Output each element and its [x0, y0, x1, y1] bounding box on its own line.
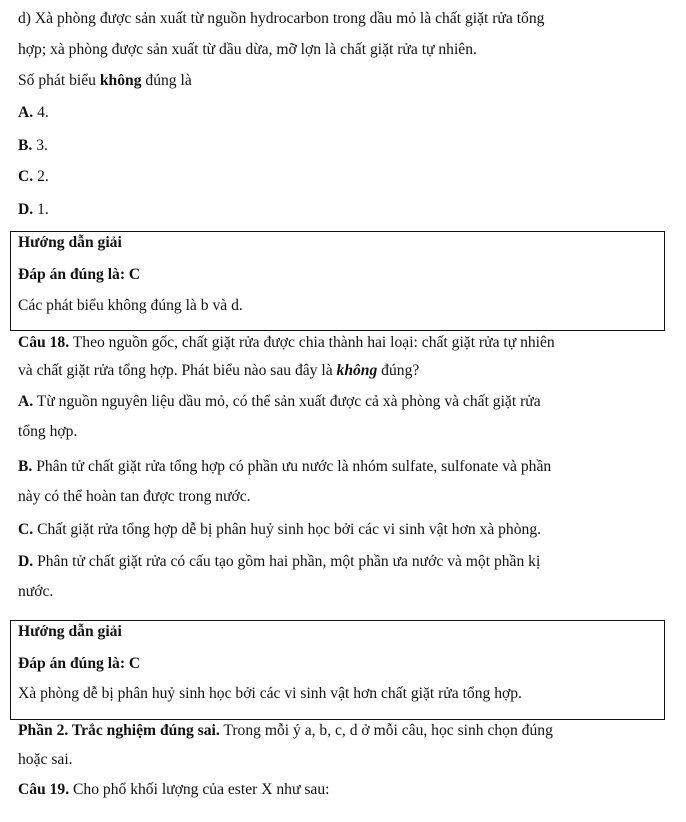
solution-heading: [18, 622, 122, 642]
option-text: Từ nguồn nguyên liệu dầu mỏ, có thể sản xuất được cả xà phòng và chất giặt rửa: [33, 393, 541, 410]
q18-option-a-cont: tổng hợp.: [18, 423, 78, 440]
option-text: 2.: [33, 168, 49, 185]
solution-answer-text: Đáp án đúng là: C: [18, 266, 141, 283]
option-text: 4.: [33, 104, 49, 121]
q19-stem: [18, 780, 329, 800]
solution-answer: [18, 265, 140, 285]
option-text: Phân tử chất giặt rửa có cấu tạo gồm hai phần, một phần ưa nước và một phần kị: [33, 553, 541, 570]
part2-title: Phần 2. Trắc nghiệm đúng sai.: [18, 722, 220, 739]
solution-answer: [18, 654, 140, 674]
option-label: A.: [18, 104, 34, 121]
option-label: C.: [18, 521, 34, 538]
option-text: Phân tử chất giặt rửa tổng hợp có phần ưu nước là nhóm sulfate, sulfonate và phần: [32, 458, 552, 475]
stem-text-end: đúng?: [377, 362, 420, 379]
q17-option-d: [18, 200, 49, 220]
q18-option-b: [18, 457, 551, 477]
q17-option-c: [18, 167, 49, 187]
q18-option-d-cont: nước.: [18, 583, 54, 600]
option-label: D.: [18, 553, 34, 570]
option-label: B.: [18, 137, 33, 154]
option-text: Chất giặt rửa tổng hợp dễ bị phân huỷ sinh học bởi các vi sinh vật hơn xà phòng.: [33, 521, 542, 538]
q17-option-b: [18, 136, 48, 156]
stem-text: và chất giặt rửa tổng hợp. Phát biểu nào sau đây là: [18, 362, 337, 379]
q18-option-c: [18, 520, 541, 540]
q18-option-a: [18, 392, 541, 412]
solution-answer-text: Đáp án đúng là: C: [18, 655, 141, 672]
solution-explanation: Xà phòng dễ bị phân huỷ sinh học bởi các vi sinh vật hơn chất giặt rửa tổng hợp.: [18, 685, 522, 702]
prompt-text-end: đúng là: [141, 72, 192, 89]
option-text: 1.: [33, 201, 49, 218]
part2-instruction: Trong mỗi ý a, b, c, d ở mỗi câu, học sinh chọn đúng: [219, 722, 553, 739]
option-label: B.: [18, 458, 33, 475]
option-text: 3.: [32, 137, 48, 154]
solution-heading-text: Hướng dẫn giải: [18, 234, 122, 251]
q18-stem-line2: [18, 361, 419, 381]
q17-option-a: [18, 103, 49, 123]
solution-heading: [18, 233, 122, 253]
prompt-emphasis: không: [99, 72, 142, 89]
option-label: A.: [18, 393, 34, 410]
stem-emphasis: không: [336, 362, 378, 379]
solution-heading-text: Hướng dẫn giải: [18, 623, 122, 640]
option-label: D.: [18, 201, 34, 218]
prompt-text: Số phát biểu: [18, 72, 100, 89]
part2-instruction-cont: hoặc sai.: [18, 751, 73, 768]
q18-stem-line1: [18, 333, 555, 353]
q17-prompt: [18, 71, 192, 91]
part2-heading: [18, 721, 553, 741]
option-label: C.: [18, 168, 34, 185]
solution-explanation: Các phát biểu không đúng là b và d.: [18, 297, 243, 314]
q18-option-d: [18, 552, 540, 572]
question-number: Câu 18.: [18, 334, 70, 351]
q18-option-b-cont: này có thể hoàn tan được trong nước.: [18, 488, 251, 505]
question-number: Câu 19.: [18, 781, 70, 798]
stem-text: Cho phổ khối lượng của ester X như sau:: [69, 781, 330, 798]
stem-text: Theo nguồn gốc, chất giặt rửa được chia thành hai loại: chất giặt rửa tự nhiên: [69, 334, 555, 351]
statement-d-line2: hợp; xà phòng được sản xuất từ dầu dừa, mỡ lợn là chất giặt rửa tự nhiên.: [18, 41, 477, 58]
statement-d-line1: d) Xà phòng được sản xuất từ nguồn hydrocarbon trong dầu mỏ là chất giặt rửa tổng: [18, 10, 545, 27]
